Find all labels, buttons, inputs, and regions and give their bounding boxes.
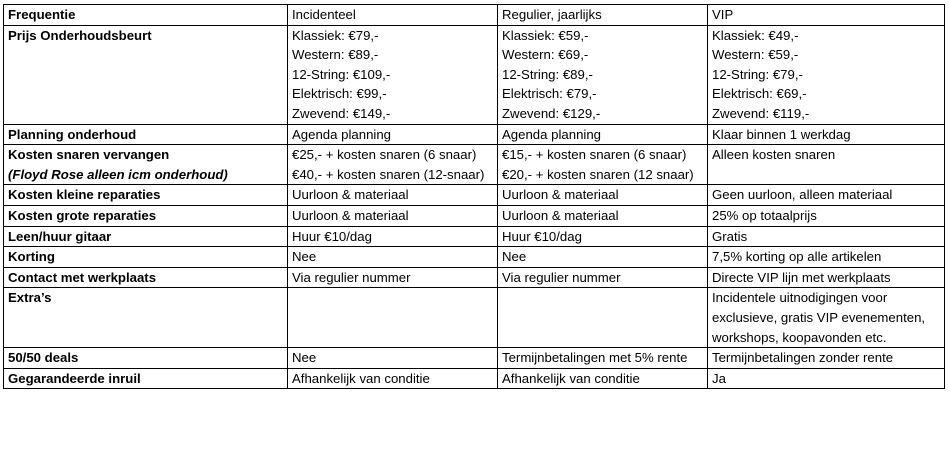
cell-incidenteel: Uurloon & materiaal xyxy=(288,205,498,226)
cell-regulier xyxy=(498,145,708,185)
cell-vip: Ja xyxy=(708,368,945,389)
table-row-planning xyxy=(4,124,945,145)
table-header-row xyxy=(4,5,945,26)
cell-vip xyxy=(708,25,945,124)
row-label: Gegarandeerde inruil xyxy=(4,368,288,389)
cell-regulier: Uurloon & materiaal xyxy=(498,205,708,226)
cell-regulier: Afhankelijk van conditie xyxy=(498,368,708,389)
row-label: Korting xyxy=(4,247,288,268)
row-label: Planning onderhoud xyxy=(4,124,288,145)
pricing-comparison-table xyxy=(3,4,945,389)
cell-vip: 7,5% korting op alle artikelen xyxy=(708,247,945,268)
table-row-leen-huur xyxy=(4,226,945,247)
price-line: Western: €59,- xyxy=(712,47,799,63)
cell-regulier: Huur €10/dag xyxy=(498,226,708,247)
cell-regulier xyxy=(498,288,708,348)
header-vip: VIP xyxy=(708,5,945,26)
header-label: Frequentie xyxy=(4,5,288,26)
cell-regulier: Agenda planning xyxy=(498,124,708,145)
cell-regulier xyxy=(498,25,708,124)
cell-line: €25,- + kosten snaren (6 snaar) xyxy=(292,147,477,163)
row-label: Contact met werkplaats xyxy=(4,267,288,288)
cell-incidenteel: Huur €10/dag xyxy=(288,226,498,247)
cell-vip: Gratis xyxy=(708,226,945,247)
cell-vip: Alleen kosten snaren xyxy=(708,145,945,185)
cell-vip: Incidentele uitnodigingen voor exclusieve, gratis VIP evenementen, workshops, koopavonden etc. xyxy=(708,288,945,348)
price-line: Zwevend: €149,- xyxy=(292,105,391,121)
row-label: Kosten snaren vervangen xyxy=(8,147,170,163)
table-row-prijs xyxy=(4,25,945,124)
cell-regulier: Via regulier nummer xyxy=(498,267,708,288)
row-label: Kosten grote reparaties xyxy=(4,205,288,226)
table-row-extras xyxy=(4,288,945,348)
cell-incidenteel: Agenda planning xyxy=(288,124,498,145)
table-row-korting xyxy=(4,247,945,268)
price-line: Elektrisch: €99,- xyxy=(292,86,387,102)
cell-incidenteel: Via regulier nummer xyxy=(288,267,498,288)
header-regulier: Regulier, jaarlijks xyxy=(498,5,708,26)
cell-line: €20,- + kosten snaren (12 snaar) xyxy=(502,166,694,182)
price-line: Zwevend: €119,- xyxy=(712,105,810,121)
table-row-deals xyxy=(4,348,945,369)
cell-incidenteel: Nee xyxy=(288,247,498,268)
cell-incidenteel: Nee xyxy=(288,348,498,369)
price-line: Western: €89,- xyxy=(292,47,379,63)
price-line: Zwevend: €129,- xyxy=(502,105,601,121)
price-line: 12-String: €79,- xyxy=(712,66,803,82)
cell-incidenteel xyxy=(288,145,498,185)
price-line: Klassiek: €59,- xyxy=(502,27,589,43)
table-row-kleine-reparaties xyxy=(4,185,945,206)
price-line: Klassiek: €79,- xyxy=(292,27,379,43)
cell-regulier: Termijnbetalingen met 5% rente xyxy=(498,348,708,369)
row-label: 50/50 deals xyxy=(4,348,288,369)
cell-vip: Termijnbetalingen zonder rente xyxy=(708,348,945,369)
cell-line: €15,- + kosten snaren (6 snaar) xyxy=(502,147,687,163)
price-line: Western: €69,- xyxy=(502,47,589,63)
cell-vip: Directe VIP lijn met werkplaats xyxy=(708,267,945,288)
price-line: 12-String: €89,- xyxy=(502,66,593,82)
cell-line: €40,- + kosten snaren (12-snaar) xyxy=(292,166,485,182)
row-sublabel: (Floyd Rose alleen icm onderhoud) xyxy=(8,166,228,182)
price-line: Elektrisch: €79,- xyxy=(502,86,597,102)
table-row-inruil xyxy=(4,368,945,389)
cell-vip: Klaar binnen 1 werkdag xyxy=(708,124,945,145)
row-label: Extra’s xyxy=(4,288,288,348)
cell-incidenteel: Uurloon & materiaal xyxy=(288,185,498,206)
row-label: Leen/huur gitaar xyxy=(4,226,288,247)
price-line: Klassiek: €49,- xyxy=(712,27,799,43)
cell-vip: 25% op totaalprijs xyxy=(708,205,945,226)
header-incidenteel: Incidenteel xyxy=(288,5,498,26)
cell-incidenteel: Afhankelijk van conditie xyxy=(288,368,498,389)
price-line: Elektrisch: €69,- xyxy=(712,86,807,102)
row-label: Prijs Onderhoudsbeurt xyxy=(4,25,288,124)
row-label: Kosten kleine reparaties xyxy=(4,185,288,206)
table-row-snaren xyxy=(4,145,945,185)
cell-vip: Geen uurloon, alleen materiaal xyxy=(708,185,945,206)
cell-incidenteel xyxy=(288,25,498,124)
cell-incidenteel xyxy=(288,288,498,348)
row-label-cell xyxy=(4,145,288,185)
table-row-grote-reparaties xyxy=(4,205,945,226)
cell-regulier: Nee xyxy=(498,247,708,268)
price-line: 12-String: €109,- xyxy=(292,66,391,82)
table-row-contact xyxy=(4,267,945,288)
cell-regulier: Uurloon & materiaal xyxy=(498,185,708,206)
